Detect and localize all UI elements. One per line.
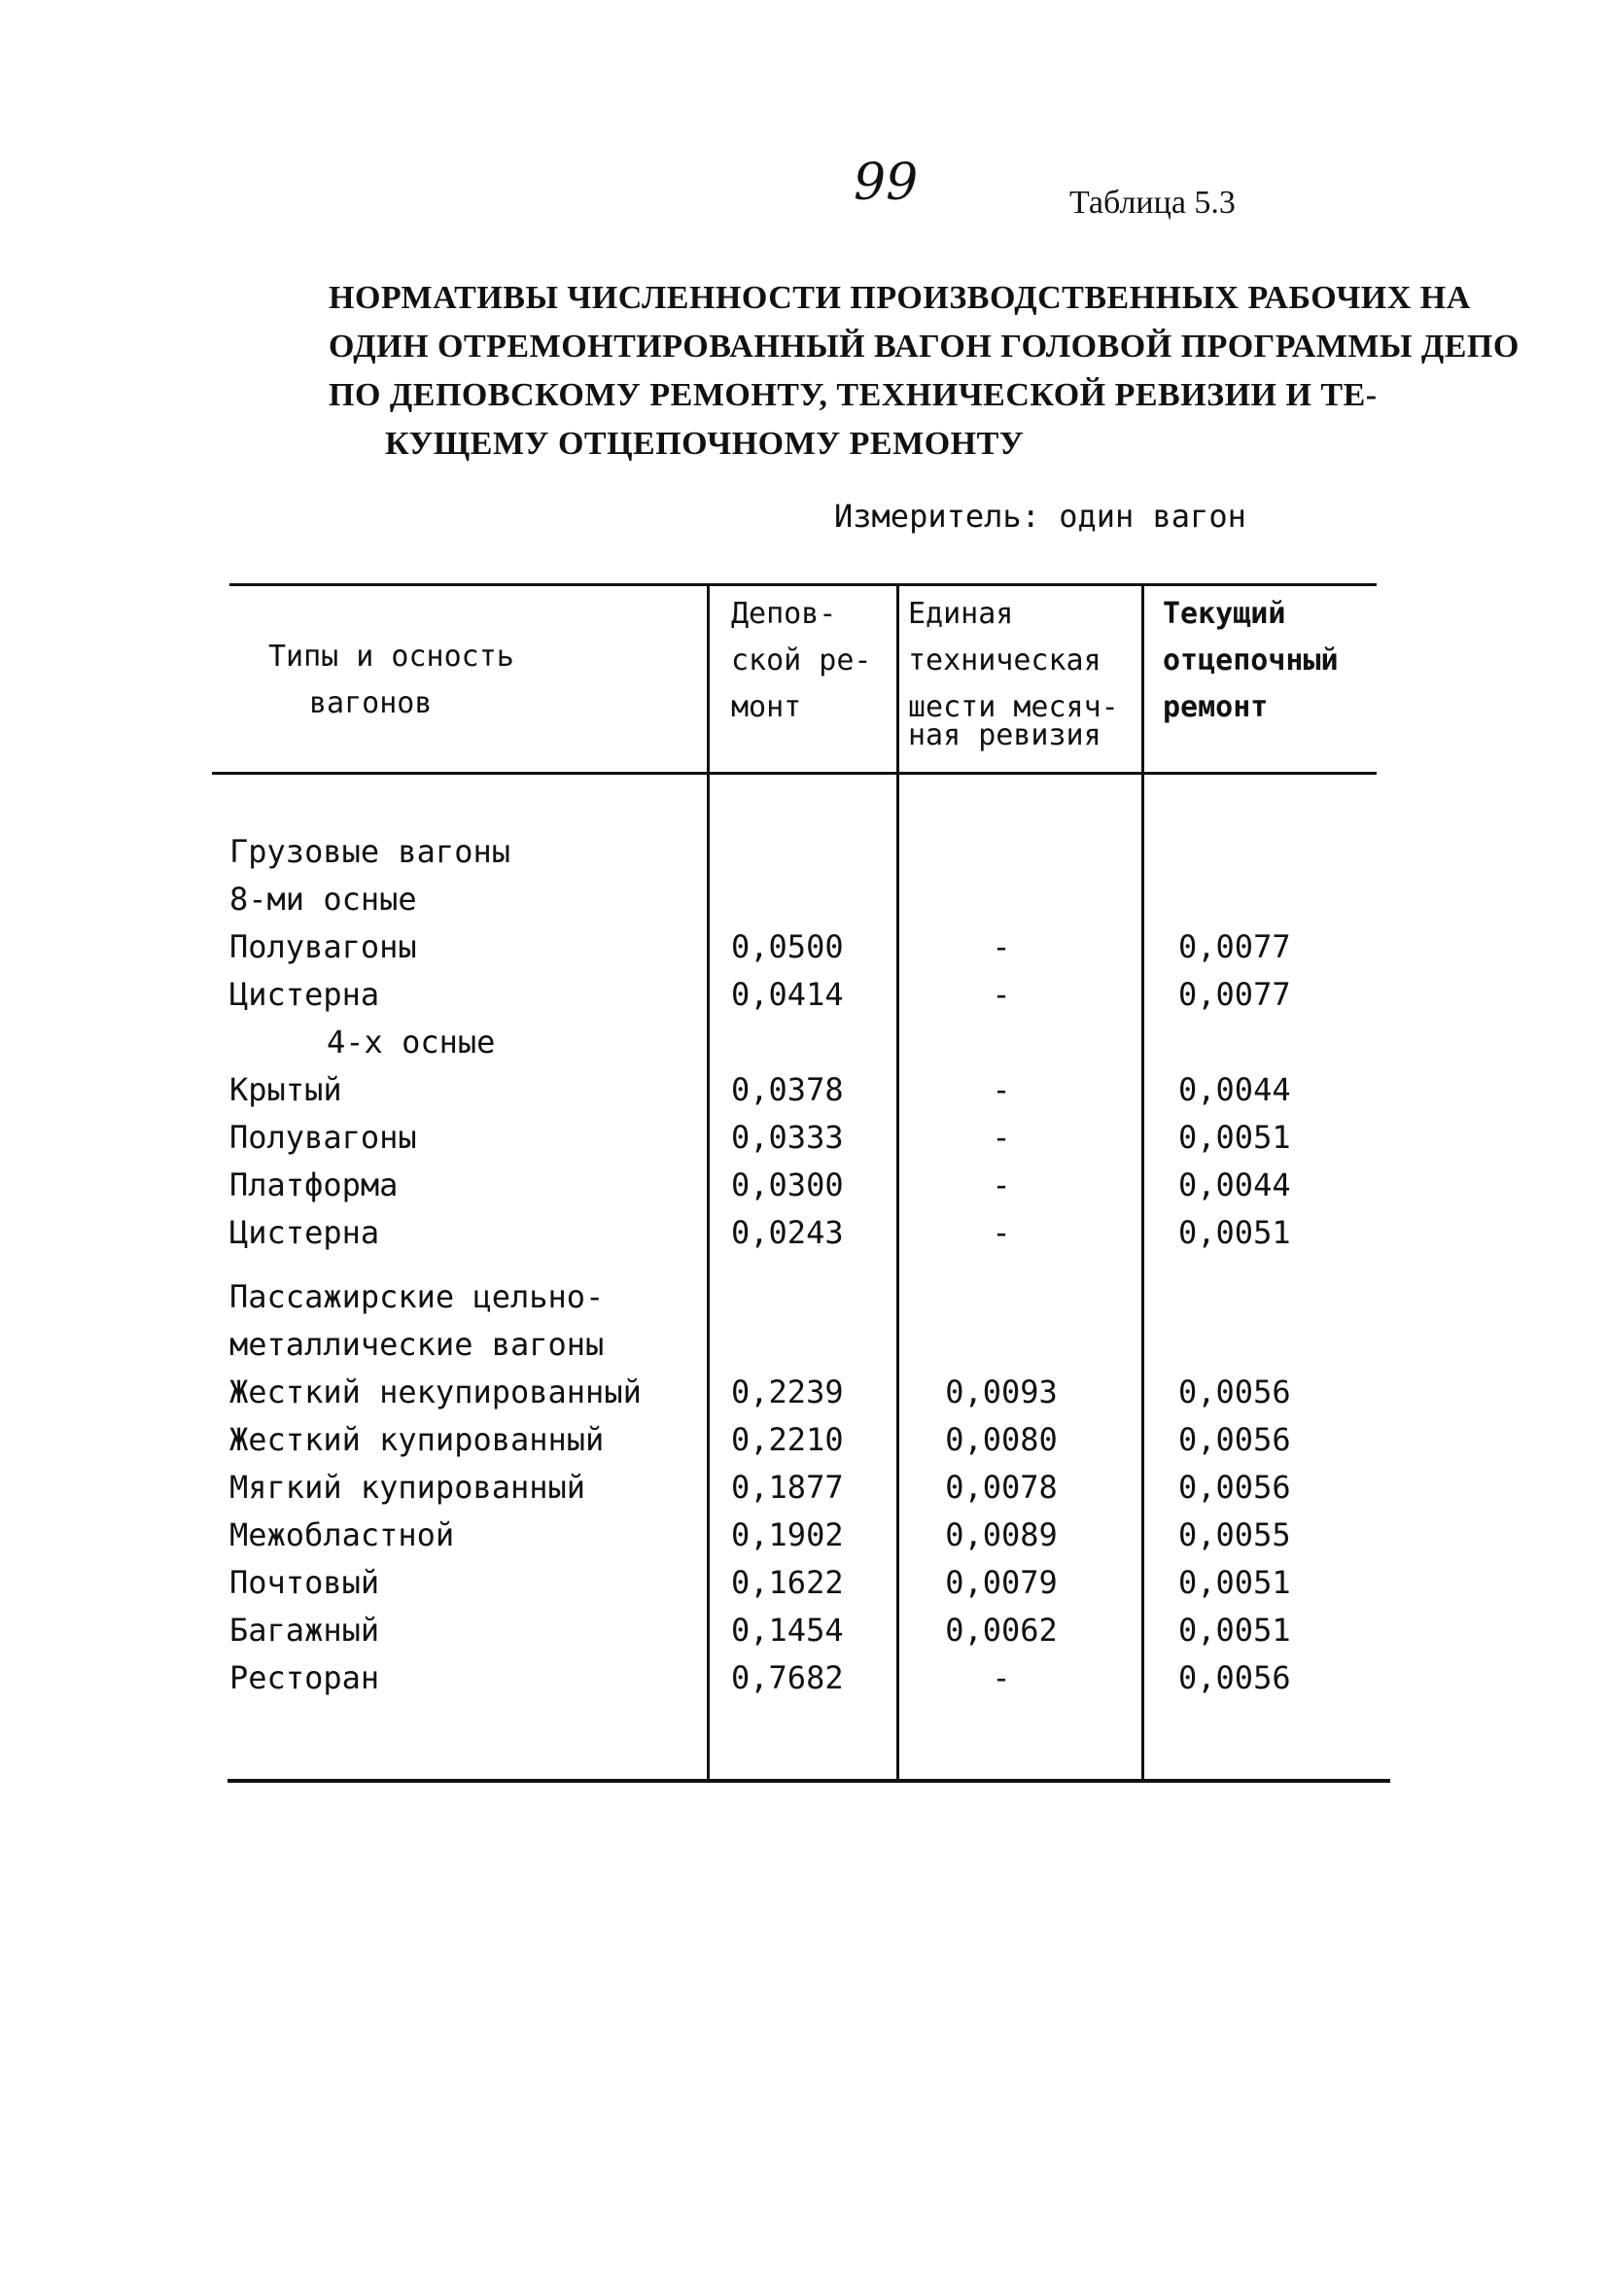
cell-revision: 0,0089	[945, 1516, 1058, 1553]
table-bottom-rule	[227, 1779, 1390, 1783]
table-label: Таблица 5.3	[1069, 185, 1236, 221]
header-line: Типы и осность	[268, 640, 514, 674]
cell-current: 0,0051	[1178, 1214, 1291, 1251]
cell-current: 0,0077	[1178, 976, 1291, 1013]
table-row	[0, 971, 1608, 1019]
cell-current: 0,0056	[1178, 1374, 1291, 1410]
cell-revision: -	[992, 1214, 1011, 1251]
cell-revision: -	[992, 1119, 1011, 1156]
title-line: ОДИН ОТРЕМОНТИРОВАННЫЙ ВАГОН ГОЛОВОЙ ПРОГРАММЫ ДЕПО	[329, 329, 1520, 365]
row-label: Мягкий купированный	[229, 1469, 586, 1506]
header-bottom-rule	[212, 772, 1377, 775]
page-number: 99	[854, 154, 919, 212]
cell-depot: 0,0378	[731, 1071, 844, 1108]
header-line: шести месяч-	[908, 690, 1119, 724]
column-header-type	[268, 634, 514, 727]
cell-depot: 0,0333	[731, 1119, 844, 1156]
table-title	[329, 274, 1520, 469]
cell-revision: 0,0093	[945, 1374, 1058, 1410]
cell-depot: 0,2210	[731, 1421, 844, 1458]
header-line: монт	[731, 690, 802, 724]
cell-revision: -	[992, 1659, 1011, 1696]
cell-depot: 0,0300	[731, 1166, 844, 1203]
table-row	[0, 1066, 1608, 1114]
cell-current: 0,0051	[1178, 1119, 1291, 1156]
column-header-depot-repair	[731, 591, 872, 731]
table-top-rule	[229, 583, 1377, 586]
table-row	[0, 1114, 1608, 1162]
table-row	[0, 1162, 1608, 1209]
cell-current: 0,0055	[1178, 1516, 1291, 1553]
header-line: ная ревизия	[908, 718, 1101, 752]
cell-revision: 0,0079	[945, 1564, 1058, 1601]
cell-current: 0,0077	[1178, 928, 1291, 965]
row-label: металлические вагоны	[229, 1326, 605, 1363]
cell-depot: 0,0243	[731, 1214, 844, 1251]
table-row	[0, 1654, 1608, 1702]
row-label: Грузовые вагоны	[229, 833, 510, 870]
cell-current: 0,0056	[1178, 1469, 1291, 1506]
measure-unit: Измеритель: один вагон	[834, 498, 1246, 535]
header-line: вагонов	[309, 686, 433, 720]
row-label: Цистерна	[229, 1214, 380, 1251]
cell-revision: -	[992, 1166, 1011, 1203]
table-row	[0, 876, 1608, 923]
row-label: Крытый	[229, 1071, 342, 1108]
row-label: Межобластной	[229, 1516, 455, 1553]
cell-revision: 0,0078	[945, 1469, 1058, 1506]
cell-depot: 0,0500	[731, 928, 844, 965]
row-label: Полувагоны	[229, 928, 417, 965]
cell-depot: 0,7682	[731, 1659, 844, 1696]
title-line: ПО ДЕПОВСКОМУ РЕМОНТУ, ТЕХНИЧЕСКОЙ РЕВИЗИИ И ТЕ-	[329, 377, 1378, 413]
table-row	[0, 1019, 1608, 1066]
table-row	[0, 923, 1608, 971]
cell-revision: -	[992, 1071, 1011, 1108]
table-row	[0, 1416, 1608, 1464]
table-row	[0, 1607, 1608, 1654]
title-line: КУЩЕМУ ОТЦЕПОЧНОМУ РЕМОНТУ	[385, 426, 1025, 462]
cell-revision: -	[992, 928, 1011, 965]
cell-revision: -	[992, 976, 1011, 1013]
table-row	[0, 1464, 1608, 1512]
header-line: Текущий	[1163, 597, 1286, 631]
cell-current: 0,0051	[1178, 1564, 1291, 1601]
table-row	[0, 1512, 1608, 1559]
header-line: ремонт	[1163, 690, 1269, 724]
cell-revision: 0,0062	[945, 1612, 1058, 1649]
cell-current: 0,0056	[1178, 1659, 1291, 1696]
cell-depot: 0,2239	[731, 1374, 844, 1410]
cell-current: 0,0044	[1178, 1166, 1291, 1203]
title-line: НОРМАТИВЫ ЧИСЛЕННОСТИ ПРОИЗВОДСТВЕННЫХ РАБОЧИХ НА	[329, 280, 1471, 316]
table-row	[0, 1369, 1608, 1416]
row-label: 8-ми осные	[229, 881, 417, 918]
header-line: Депов-	[731, 597, 837, 631]
table-row	[0, 1559, 1608, 1607]
cell-depot: 0,1902	[731, 1516, 844, 1553]
header-line: ской ре-	[731, 644, 872, 678]
cell-depot: 0,1877	[731, 1469, 844, 1506]
row-label: Пассажирские цельно-	[229, 1278, 605, 1315]
cell-current: 0,0056	[1178, 1421, 1291, 1458]
table-row	[0, 828, 1608, 876]
cell-depot: 0,0414	[731, 976, 844, 1013]
table-row	[0, 1209, 1608, 1257]
cell-current: 0,0051	[1178, 1612, 1291, 1649]
column-header-current-repair	[1163, 591, 1339, 731]
row-label: Жесткий купированный	[229, 1421, 605, 1458]
table-row	[0, 1321, 1608, 1369]
row-label: Полувагоны	[229, 1119, 417, 1156]
table-row	[0, 1273, 1608, 1321]
row-label: Ресторан	[229, 1659, 380, 1696]
row-label: Багажный	[229, 1612, 380, 1649]
row-label: Почтовый	[229, 1564, 380, 1601]
row-label: 4-х осные	[327, 1024, 496, 1061]
cell-depot: 0,1622	[731, 1564, 844, 1601]
header-line: Единая	[908, 597, 1014, 631]
column-header-revision	[908, 591, 1119, 750]
header-line: техническая	[908, 644, 1101, 678]
row-label: Цистерна	[229, 976, 380, 1013]
header-line: отцепочный	[1163, 644, 1339, 678]
table-body	[0, 828, 1608, 1702]
row-label: Жесткий некупированный	[229, 1374, 642, 1410]
cell-depot: 0,1454	[731, 1612, 844, 1649]
cell-current: 0,0044	[1178, 1071, 1291, 1108]
cell-revision: 0,0080	[945, 1421, 1058, 1458]
row-label: Платформа	[229, 1166, 399, 1203]
